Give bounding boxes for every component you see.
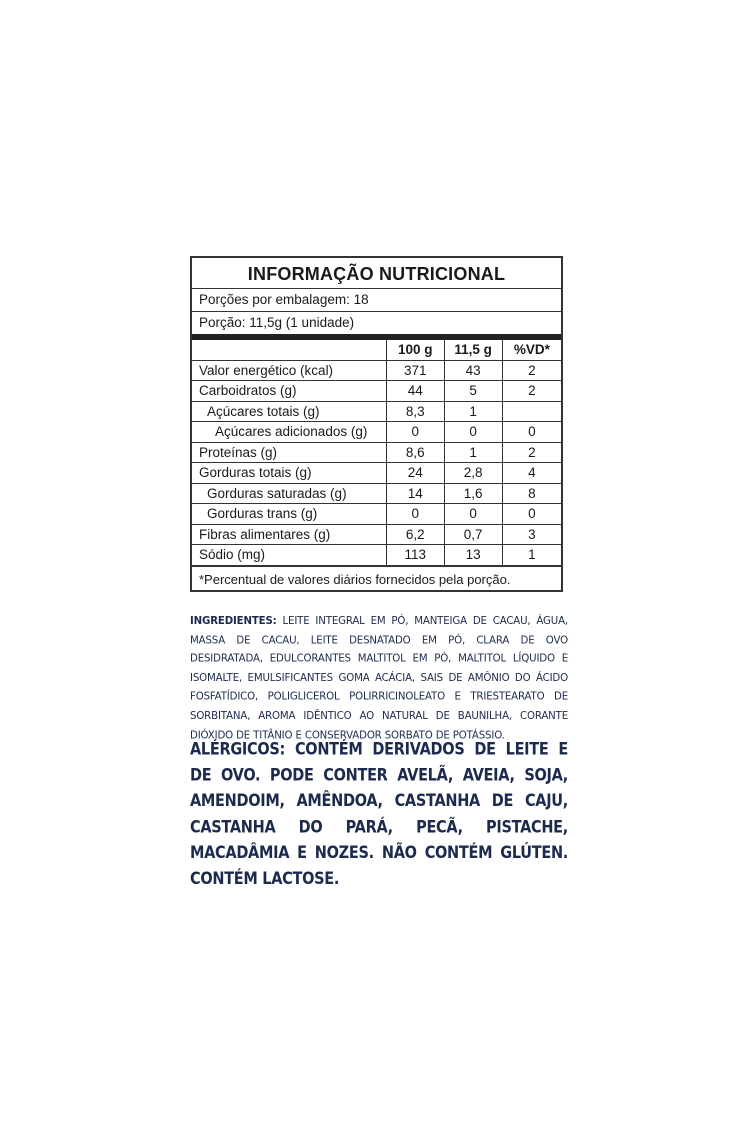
nutrient-name: Fibras alimentares (g) <box>192 524 386 545</box>
nutrient-name: Proteínas (g) <box>192 442 386 463</box>
value-vd: 0 <box>502 504 561 525</box>
value-portion: 5 <box>444 381 502 402</box>
table-row <box>192 381 561 402</box>
header-vd: %VD* <box>502 340 561 360</box>
value-100g: 44 <box>386 381 444 402</box>
nutrient-name: Açúcares adicionados (g) <box>192 422 386 443</box>
value-100g: 24 <box>386 463 444 484</box>
nutrient-name: Gorduras totais (g) <box>192 463 386 484</box>
table-row <box>192 463 561 484</box>
table-row <box>192 422 561 443</box>
value-100g: 0 <box>386 422 444 443</box>
value-vd: 2 <box>502 360 561 381</box>
header-nutrient <box>192 340 386 360</box>
table-row <box>192 545 561 566</box>
value-portion: 0 <box>444 504 502 525</box>
allergens-warning: ALÉRGICOS: CONTÉM DERIVADOS DE LEITE E DE OVO. PODE CONTER AVELÃ, AVEIA, SOJA, AMENDOIM, AMÊNDOA, CASTANHA DE CAJU, CASTANHA DO PARÁ, PECÃ, PISTACHE, MACADÂMIA E NOZES. NÃO CONTÉM GLÚTEN. CONTÉM LACTOSE. <box>190 740 568 889</box>
ingredients-list: LEITE INTEGRAL EM PÓ, MANTEIGA DE CACAU, ÁGUA, MASSA DE CACAU, LEITE DESNATADO EM PÓ, CLARA DE OVO DESIDRATADA, EDULCORANTES MALTITOL EM PÓ, MALTITOL LÍQUIDO E ISOMALTE, EMULSIFICANTES GOMA ACÁCIA, SAIS DE AMÔNIO DO ÁCIDO FOSFATÍDICO, POLIGLICEROL POLIRRICINOLEATO E TRIESTEARATO DE SORBITANA, AROMA IDÊNTICO AO NATURAL DE BAUNILHA, CORANTE DIÓXIDO DE TITÂNIO E CONSERVADOR SORBATO DE POTÁSSIO. <box>190 615 568 742</box>
table-row <box>192 401 561 422</box>
value-portion: 13 <box>444 545 502 566</box>
vd-footnote: *Percentual de valores diários fornecidos pela porção. <box>199 571 511 587</box>
value-portion: 1,6 <box>444 483 502 504</box>
value-portion: 1 <box>444 401 502 422</box>
servings-per-package: Porções por embalagem: 18 <box>192 289 561 312</box>
table-row <box>192 524 561 545</box>
value-vd <box>502 401 561 422</box>
value-100g: 14 <box>386 483 444 504</box>
table-row <box>192 483 561 504</box>
value-100g: 8,6 <box>386 442 444 463</box>
ingredients-text <box>190 612 568 745</box>
value-vd: 2 <box>502 381 561 402</box>
nutrition-table <box>192 340 561 567</box>
value-vd: 3 <box>502 524 561 545</box>
value-100g: 0 <box>386 504 444 525</box>
value-portion: 0,7 <box>444 524 502 545</box>
nutrition-table-header <box>192 340 561 360</box>
nutrient-name: Sódio (mg) <box>192 545 386 566</box>
value-100g: 113 <box>386 545 444 566</box>
ingredients-label: INGREDIENTES: <box>190 615 277 628</box>
header-100g: 100 g <box>386 340 444 360</box>
nutrient-name: Gorduras saturadas (g) <box>192 483 386 504</box>
value-vd: 1 <box>502 545 561 566</box>
value-vd: 0 <box>502 422 561 443</box>
nutrient-name: Carboidratos (g) <box>192 381 386 402</box>
value-portion: 0 <box>444 422 502 443</box>
table-row <box>192 504 561 525</box>
value-100g: 6,2 <box>386 524 444 545</box>
table-row <box>192 360 561 381</box>
nutrition-facts-panel <box>190 256 563 592</box>
nutrient-name: Gorduras trans (g) <box>192 504 386 525</box>
value-vd: 8 <box>502 483 561 504</box>
nutrient-name: Açúcares totais (g) <box>192 401 386 422</box>
value-100g: 371 <box>386 360 444 381</box>
value-portion: 1 <box>444 442 502 463</box>
nutrient-name: Valor energético (kcal) <box>192 360 386 381</box>
value-vd: 4 <box>502 463 561 484</box>
value-portion: 2,8 <box>444 463 502 484</box>
portion-size: Porção: 11,5g (1 unidade) <box>192 312 561 340</box>
nutrition-title: INFORMAÇÃO NUTRICIONAL <box>192 258 561 289</box>
value-vd: 2 <box>502 442 561 463</box>
header-portion: 11,5 g <box>444 340 502 360</box>
value-portion: 43 <box>444 360 502 381</box>
table-row <box>192 442 561 463</box>
value-100g: 8,3 <box>386 401 444 422</box>
